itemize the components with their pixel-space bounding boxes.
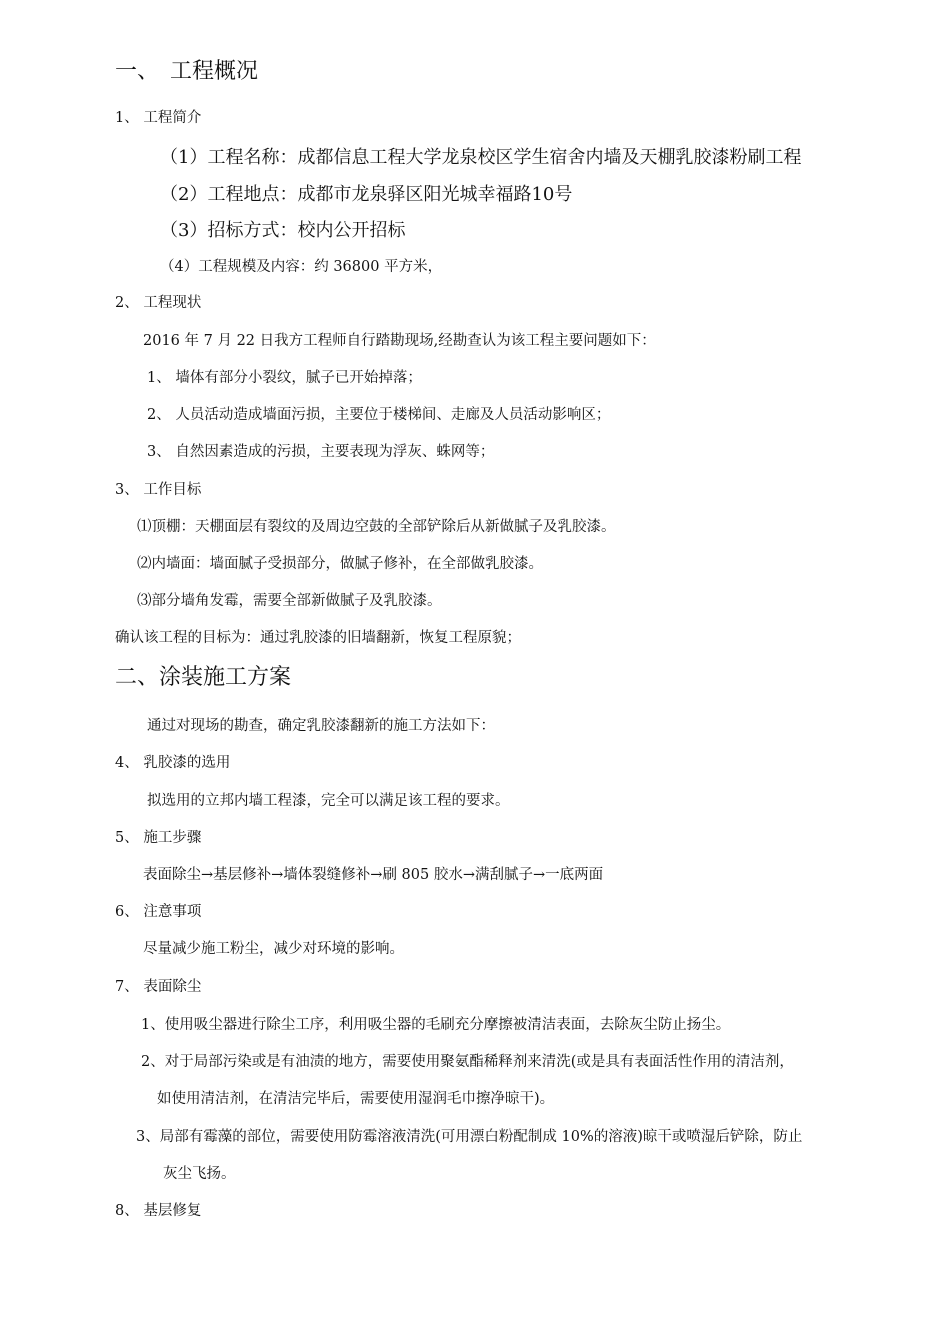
- status-item-3: 3、 自然因素造成的污损，主要表现为浮灰、蛛网等；: [147, 444, 495, 460]
- status-item-2: 2、 人员活动造成墙面污损，主要位于楼梯间、走廊及人员活动影响区；: [147, 407, 611, 423]
- dusting-item-2-cont: 如使用清洁剂，在清洁完毕后，需要使用湿润毛巾擦净晾干)。: [157, 1091, 555, 1107]
- dusting-item-1: 1、使用吸尘器进行除尘工序，利用吸尘器的毛刷充分摩擦被清洁表面，去除灰尘防止扬尘。: [141, 1017, 731, 1033]
- dusting-item-3-cont: 灰尘飞扬。: [163, 1166, 236, 1182]
- paint-selection-text: 拟选用的立邦内墙工程漆，完全可以满足该工程的要求。: [147, 793, 510, 809]
- subheading-paint-selection: 4、 乳胶漆的选用: [115, 755, 231, 771]
- bidding-method: （3）招标方式：校内公开招标: [160, 220, 406, 241]
- precautions-text: 尽量减少施工粉尘，减少对环境的影响。: [143, 941, 404, 957]
- subheading-base-repair: 8、 基层修复: [115, 1203, 202, 1219]
- dusting-item-3: 3、局部有霉藻的部位，需要使用防霉溶液清洗(可用漂白粉配制成 10%的溶液)晾干或喷湿后铲除，防止: [136, 1129, 803, 1145]
- project-scale: （4）工程规模及内容：约 36800 平方米，: [160, 259, 443, 275]
- subheading-construction-steps: 5、 施工步骤: [115, 830, 202, 846]
- section-title-overview: 一、 工程概况: [115, 59, 259, 84]
- construction-steps-text: 表面除尘→基层修补→墙体裂缝修补→刷 805 胶水→满刮腻子→一底两面: [143, 867, 604, 883]
- subheading-precautions: 6、 注意事项: [115, 904, 202, 920]
- dusting-item-2: 2、对于局部污染或是有油渍的地方，需要使用聚氨酯稀释剂来清洗(或是具有表面活性作用的清洁剂，: [141, 1054, 794, 1070]
- plan-intro: 通过对现场的勘查，确定乳胶漆翻新的施工方法如下：: [147, 718, 495, 734]
- goal-inner-wall: ⑵内墙面：墙面腻子受损部分，做腻子修补，在全部做乳胶漆。: [137, 556, 543, 572]
- subheading-surface-dusting: 7、 表面除尘: [115, 979, 202, 995]
- status-intro: 2016 年 7 月 22 日我方工程师自行踏勘现场,经勘查认为该工程主要问题如下：: [143, 333, 656, 349]
- project-name: （1）工程名称：成都信息工程大学龙泉校区学生宿舍内墙及天棚乳胶漆粉刷工程: [160, 147, 802, 168]
- section-title-coating-plan: 二、涂装施工方案: [115, 665, 292, 690]
- project-location: （2）工程地点：成都市龙泉驿区阳光城幸福路10号: [160, 184, 573, 205]
- goal-conclusion: 确认该工程的目标为：通过乳胶漆的旧墙翻新，恢复工程原貌；: [115, 630, 521, 646]
- subheading-project-intro: 1、 工程简介: [115, 110, 202, 126]
- goal-mold-corner: ⑶部分墙角发霉，需要全部新做腻子及乳胶漆。: [137, 593, 442, 609]
- goal-ceiling: ⑴顶棚：天棚面层有裂纹的及周边空鼓的全部铲除后从新做腻子及乳胶漆。: [137, 519, 616, 535]
- status-item-1: 1、 墙体有部分小裂纹，腻子已开始掉落；: [147, 370, 422, 386]
- subheading-work-goals: 3、 工作目标: [115, 482, 202, 498]
- subheading-project-status: 2、 工程现状: [115, 295, 202, 311]
